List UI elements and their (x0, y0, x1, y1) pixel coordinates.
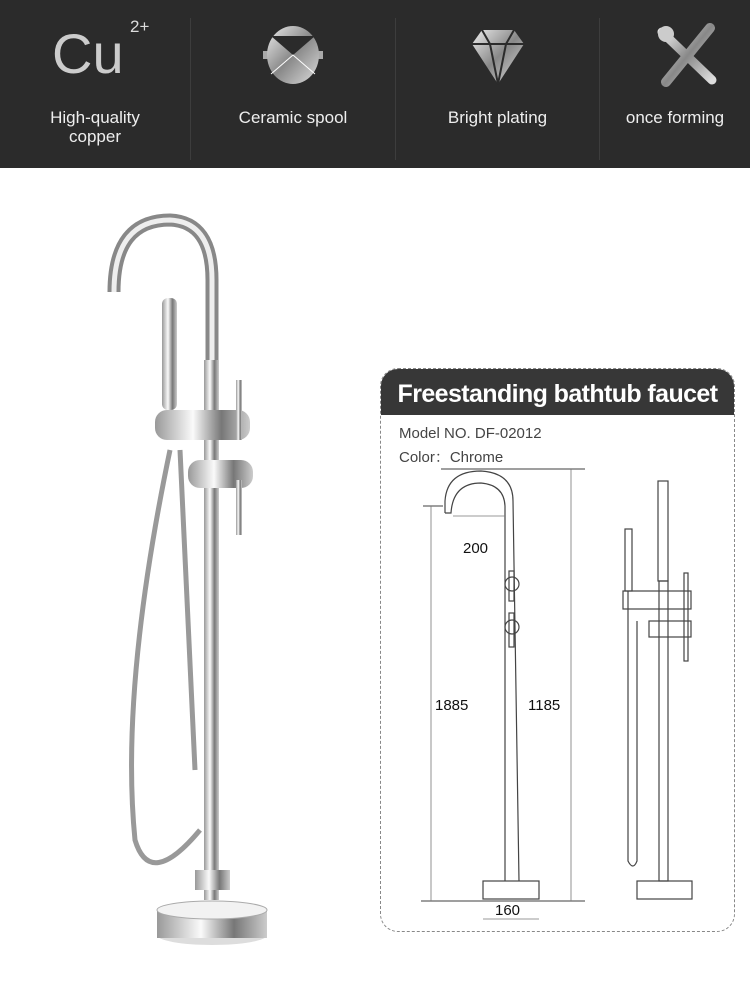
diamond-icon (396, 22, 599, 92)
copper-symbol: Cu (52, 22, 124, 85)
feature-band (0, 0, 750, 168)
feature-label: High-quality (50, 108, 140, 127)
copper-icon (0, 17, 190, 92)
spec-title: Freestanding bathtub faucet (381, 369, 734, 415)
model-number: Model NO. DF-02012 (399, 425, 542, 442)
feature-label: once forming (625, 108, 725, 127)
feature-label-2: copper (69, 127, 121, 146)
spec-panel (380, 368, 735, 932)
dim-total-height: 1885 (435, 697, 469, 714)
faucet-photo (100, 210, 300, 970)
feature-plating (396, 0, 599, 168)
dimension-drawing (380, 368, 735, 932)
feature-label: Bright plating (447, 108, 548, 127)
dim-spout-reach: 200 (463, 540, 489, 557)
ceramic-spool-icon (191, 22, 395, 92)
tools-icon (600, 22, 750, 92)
copper-charge: 2+ (130, 17, 150, 36)
feature-ceramic (191, 0, 395, 168)
color-info: Color：Chrome (399, 449, 504, 466)
feature-forming (600, 0, 750, 168)
dim-spout-height: 1185 (528, 697, 561, 714)
feature-copper (0, 0, 190, 168)
dim-base-width: 160 (495, 902, 521, 919)
feature-label: Ceramic spool (238, 108, 348, 127)
